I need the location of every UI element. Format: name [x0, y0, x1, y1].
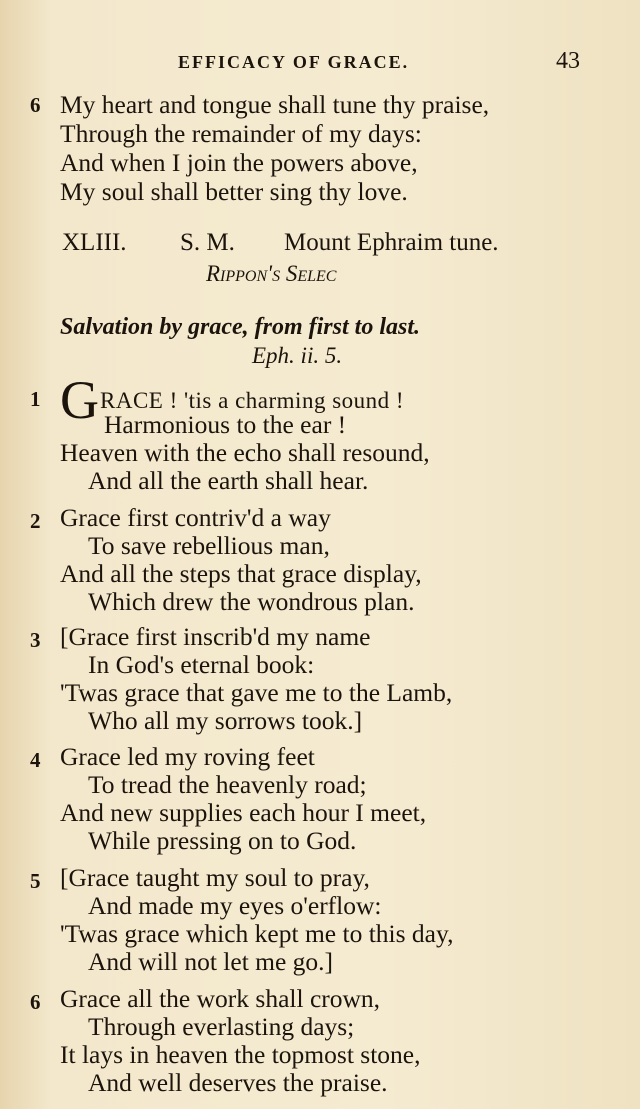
verse-line: Harmonious to the ear ! [104, 410, 347, 439]
verse-line: [Grace taught my soul to pray, [60, 863, 370, 892]
page-number: 43 [556, 48, 580, 74]
stanza-number: 4 [30, 748, 41, 772]
hymn-meter: S. M. [180, 229, 235, 256]
stanza-number: 1 [30, 387, 41, 411]
hymn-subtitle: Salvation by grace, from first to last. [60, 314, 420, 340]
hymn-tune: Mount Ephraim tune. [284, 229, 499, 256]
verse-line: 'Twas grace that gave me to the Lamb, [60, 678, 453, 707]
verse-line: And all the steps that grace display, [60, 559, 422, 588]
verse-line: Grace led my roving feet [60, 742, 315, 771]
verse-line: Grace first contriv'd a way [60, 503, 331, 532]
verse-line: And new supplies each hour I meet, [60, 798, 427, 827]
verse-line: My heart and tongue shall tune thy praise, [60, 90, 490, 119]
stanza-number: 5 [30, 869, 41, 893]
stanza-number: 2 [30, 509, 41, 533]
stanza-number: 6 [30, 990, 41, 1014]
verse-line: Who all my sorrows took.] [88, 706, 363, 735]
verse-line: My soul shall better sing thy love. [60, 177, 408, 206]
verse-line: And when I join the powers above, [60, 148, 418, 177]
verse-line: Through everlasting days; [88, 1012, 355, 1041]
running-header [0, 48, 640, 82]
hymn-number: XLIII. [62, 229, 127, 256]
verse-line: It lays in heaven the topmost stone, [60, 1040, 421, 1069]
stanza-number: 3 [30, 628, 41, 652]
verse-line-text: RACE ! 'tis a charming sound ! [100, 388, 405, 413]
verse-line: While pressing on to God. [88, 826, 357, 855]
verse-line: To tread the heavenly road; [88, 770, 367, 799]
verse-line: To save rebellious man, [88, 531, 330, 560]
hymn-source: Rippon's Selec [206, 261, 337, 286]
scripture-reference: Eph. ii. 5. [252, 343, 343, 368]
verse-line: Grace all the work shall crown, [60, 984, 381, 1013]
stanza-number: 6 [30, 93, 41, 117]
verse-line: 'Twas grace which kept me to this day, [60, 919, 454, 948]
verse-line: And well deserves the praise. [88, 1068, 388, 1097]
verse-line: Heaven with the echo shall resound, [60, 438, 430, 467]
verse-line: In God's eternal book: [88, 650, 315, 679]
verse-line: And all the earth shall hear. [88, 466, 369, 495]
verse-line: And made my eyes o'erflow: [88, 891, 382, 920]
drop-cap: G [60, 370, 99, 430]
verse-line: [Grace first inscrib'd my name [60, 622, 371, 651]
running-title: EFFICACY OF GRACE. [178, 52, 410, 72]
verse-line: Which drew the wondrous plan. [88, 587, 415, 616]
verse-line: Through the remainder of my days: [60, 119, 422, 148]
verse-line: And will not let me go.] [88, 947, 334, 976]
